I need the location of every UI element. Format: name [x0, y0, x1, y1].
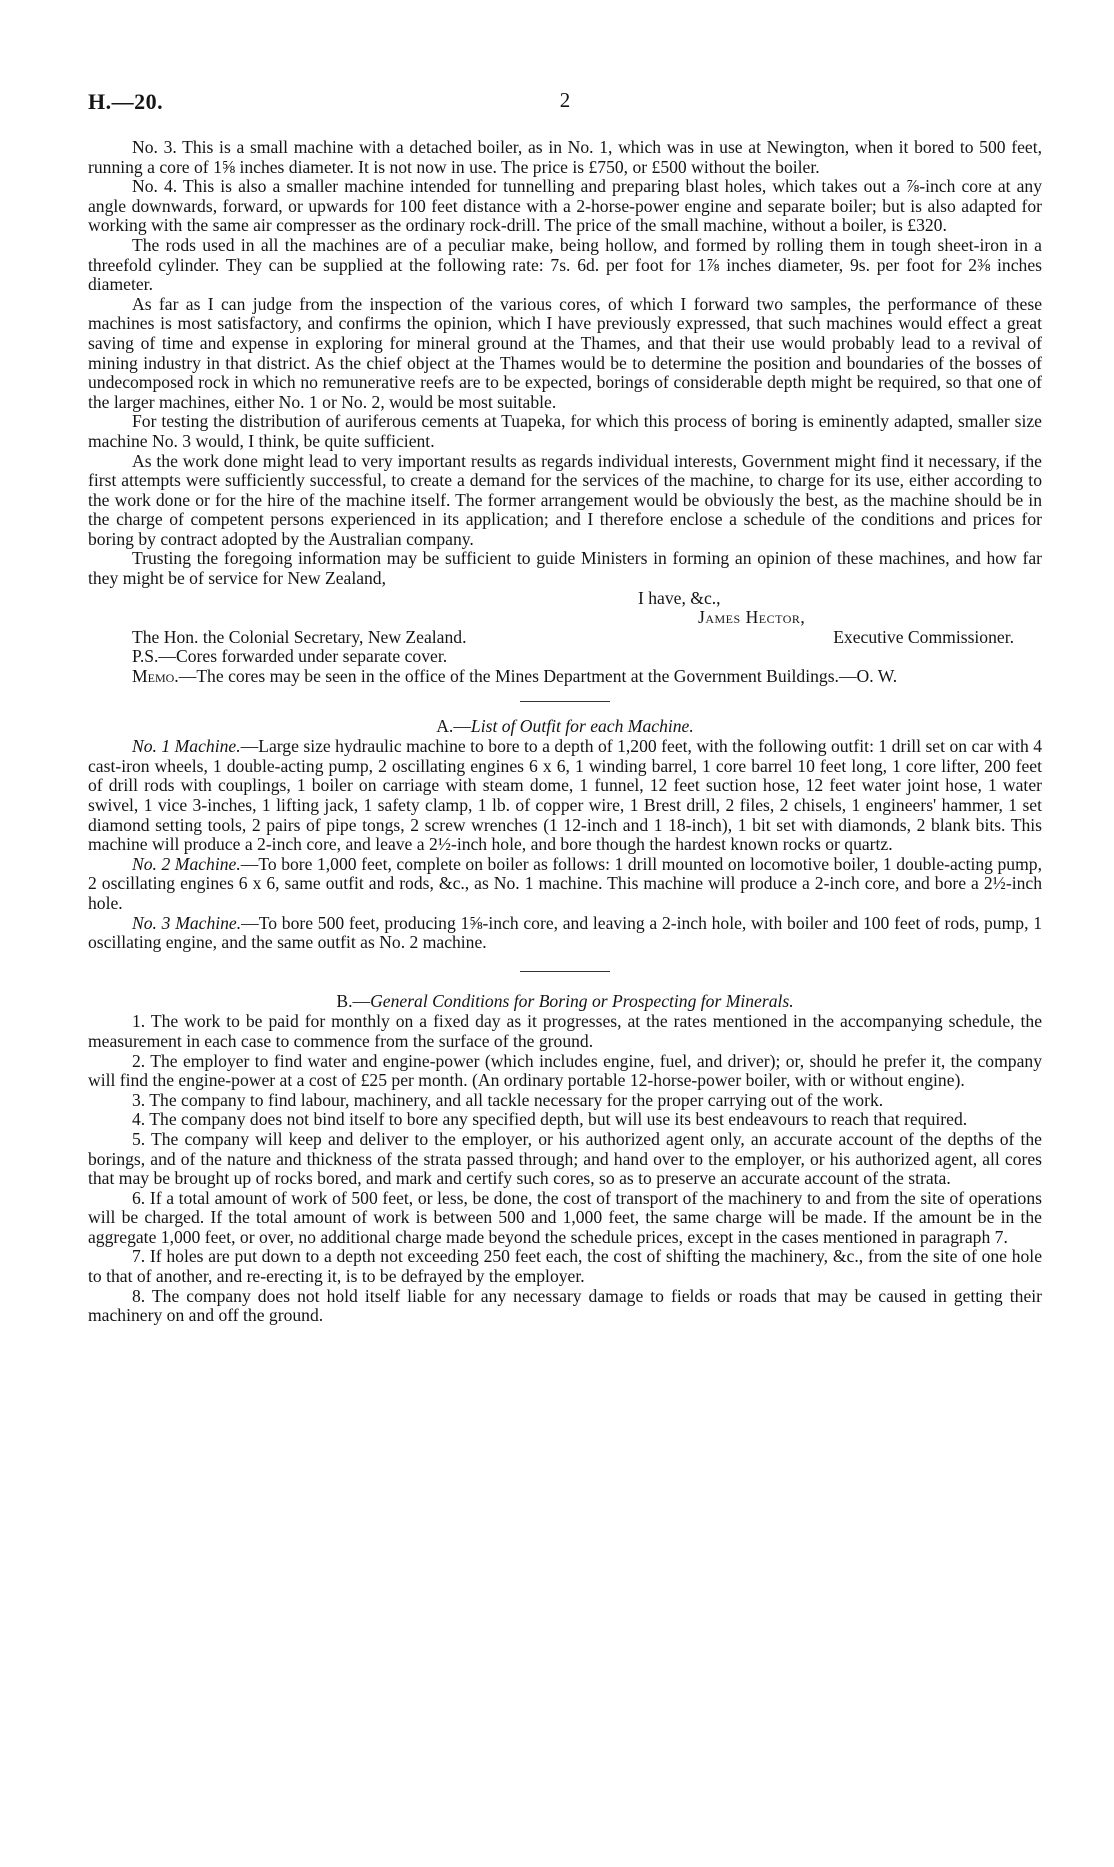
section-divider: [520, 971, 610, 972]
section-b: [88, 992, 1042, 1326]
outfit-item-label: No. 3 Machine.: [132, 912, 242, 933]
page-header: [88, 0, 1042, 138]
outfit-item-text: —To bore 1,000 feet, complete on boiler as follows: 1 drill mounted on locomotive boiler, 1 double-acting pump, 2 oscillating engines 6 x 6, same outfit and rods, &c., as No. 1 machine. This machine will produce a 2-inch core, and bore a 2½-inch hole.: [88, 853, 1042, 913]
paragraph-trusting: Trusting the foregoing information may be sufficient to guide Ministers in forming an opinion of these machines, and how far they might be of service for New Zealand,: [88, 548, 1042, 589]
section-a: [88, 717, 1042, 953]
outfit-item-text: —Large size hydraulic machine to bore to a depth of 1,200 feet, with the following outfit: 1 drill set on car with 4 cast-iron wheels, 1 double-acting pump, 2 oscillating engines 6 x 6, 1 winding barrel, 1 core barrel 10 feet long, 1 core lifter, 200 feet of drill rods with couplings, 1 boiler on carriage with steam dome, 1 funnel, 12 feet suction hose, 12 feet water joint hose, 1 water swivel, 1 vice 3-inches, 1 lifting jack, 1 safety clamp, 1 lb. of copper wire, 1 Brest drill, 2 files, 2 chisels, 1 engineers' hammer, 1 set diamond setting tools, 2 pairs of pipe tongs, 2 screw wrenches (1 12-inch and 1 18-inch), 1 bit set with diamonds, 2 blank bits. This machine will produce a 2-inch core, and leave a 2½-inch hole, and bore though the hardest known rocks or quartz.: [88, 736, 1042, 855]
outfit-item-label: No. 2 Machine.: [132, 853, 241, 874]
letter-body: [88, 138, 1042, 589]
document-reference: H.—20.: [88, 89, 164, 114]
condition-item: 6. If a total amount of work of 500 feet, or less, be done, the cost of transport of the machinery to and from the site of operations will be charged. If the total amount of work is between 500 and 1,000 feet, the same charge will be made. If the amount be in the aggregate 1,000 feet, or over, no additional charge made beyond the schedule prices, except in the cases mentioned in paragraph 7.: [88, 1187, 1042, 1247]
section-a-title: [88, 717, 1042, 737]
conditions-list: [88, 1012, 1042, 1326]
memo: [88, 667, 1042, 687]
paragraph-machine-3: No. 3. This is a small machine with a detached boiler, as in No. 1, which was in use at Newington, when it bored to 500 feet, running a core of 1⅝ inches diameter. It is not now in use. The price is £750, or £500 without the boiler.: [88, 137, 1042, 177]
outfit-item: [88, 914, 1042, 953]
section-b-heading: General Conditions for Boring or Prospecting for Minerals.: [370, 990, 794, 1011]
condition-item: 7. If holes are put down to a depth not exceeding 250 feet each, the cost of shifting the machinery, &c., from the site of one hole to that of another, and re-erecting it, is to be defrayed by the employer.: [88, 1246, 1042, 1287]
page-number: 2: [559, 88, 571, 112]
signature-block: [88, 589, 1042, 648]
outfit-list: [88, 737, 1042, 953]
recipient: The Hon. the Colonial Secretary, New Zealand.: [132, 626, 467, 647]
condition-item: 2. The employer to find water and engine-power (which includes engine, fuel, and driver); or, should he prefer it, the company will find the engine-power at a cost of £25 per month. (An ordinary portable 12-horse-power boiler, with or without engine).: [88, 1050, 1042, 1091]
paragraph-cores: As far as I can judge from the inspection of the various cores, of which I forward two samples, the performance of these machines is most satisfactory, and confirms the opinion, which I have previously expressed, that such machines would effect a great saving of time and expense in exploring for mineral ground at the Thames, and that their use would probably lead to a revival of mining industry in that district. As the chief object at the Thames would be to determine the position and boundaries of the bosses of undecomposed rock in which no remunerative reefs are to be expected, borings of considerable depth might be required, so that one of the larger machines, either No. 1 or No. 2, would be most suitable.: [88, 293, 1042, 412]
postscript-block: [88, 647, 1042, 686]
paragraph-rods: The rods used in all the machines are of a peculiar make, being hollow, and formed by rolling them in tough sheet-iron in a threefold cylinder. They can be supplied at the following rate: 7s. 6d. per foot for 1⅞ inches diameter, 9s. per foot for 2⅜ inches diameter.: [88, 234, 1042, 295]
paragraph-tuapeka: For testing the distribution of auriferous cements at Tuapeka, for which this process of boring is eminently adapted, smaller size machine No. 3 would, I think, be quite sufficient.: [88, 411, 1042, 451]
signature-closing: I have, &c.,: [638, 587, 721, 608]
condition-item: 3. The company to find labour, machinery, and all tackle necessary for the proper carrying out of the work.: [132, 1089, 884, 1110]
section-a-prefix: A.—: [436, 715, 471, 736]
paragraph-machine-4: No. 4. This is also a smaller machine intended for tunnelling and preparing blast holes, which takes out a ⅞-inch core at any angle downwards, forward, or upwards for 100 feet distance with a 2-horse-power engine and separate boiler; but is also adapted for working with the same air compresser as the ordinary rock-drill. The price of the small machine, without a boiler, is £320.: [88, 176, 1042, 236]
signature-name: James Hector,: [698, 607, 806, 628]
condition-item: 8. The company does not hold itself liable for any necessary damage to fields or roads that may be caused in getting their machinery on and off the ground.: [88, 1285, 1042, 1326]
paragraph-government: As the work done might lead to very important results as regards individual interests, Government might find it necessary, if the first attempts were sufficiently successful, to create a demand for the services of the machine, to charge for its use, either according to the work done or for the hire of the machine itself. The former arrangement would be obviously the best, as the machine should be in the charge of competent persons experienced in its application; and I therefore enclose a schedule of the conditions and prices for boring by contract adopted by the Australian company.: [88, 450, 1042, 549]
signature-row: [88, 628, 1042, 648]
section-a-heading: List of Outfit for each Machine.: [470, 715, 694, 736]
section-divider: [520, 701, 610, 702]
memo-label: Memo.: [132, 666, 179, 687]
condition-item: 1. The work to be paid for monthly on a fixed day as it progresses, at the rates mentioned in the accompanying schedule, the measurement in each case to commence from the surface of the ground.: [88, 1011, 1042, 1051]
condition-item: 5. The company will keep and deliver to the employer, or his authorized agent only, an accurate account of the depths of the borings, and of the nature and thickness of the strata passed through; and hand over to the employer, or his authorized agent, all cores that may be brought up of rocks bored, and mark and certify such cores, so as to preserve an accurate account of the strata.: [88, 1128, 1042, 1189]
outfit-item: [88, 737, 1042, 855]
section-b-prefix: B.—: [336, 990, 371, 1011]
postscript: P.S.—Cores forwarded under separate cover.: [132, 646, 448, 667]
signatory-title: Executive Commissioner.: [833, 626, 1014, 647]
condition-item: 4. The company does not bind itself to bore any specified depth, but will use its best endeavours to reach that required.: [132, 1109, 968, 1130]
memo-text: —The cores may be seen in the office of the Mines Department at the Government Buildings.—O. W.: [178, 666, 898, 687]
outfit-item-label: No. 1 Machine.: [132, 736, 241, 757]
section-b-title: [88, 992, 1042, 1012]
outfit-item: [88, 855, 1042, 914]
outfit-item-text: —To bore 500 feet, producing 1⅝-inch core, and leaving a 2-inch hole, with boiler and 100 feet of rods, pump, 1 oscillating engine, and the same outfit as No. 2 machine.: [88, 912, 1042, 953]
